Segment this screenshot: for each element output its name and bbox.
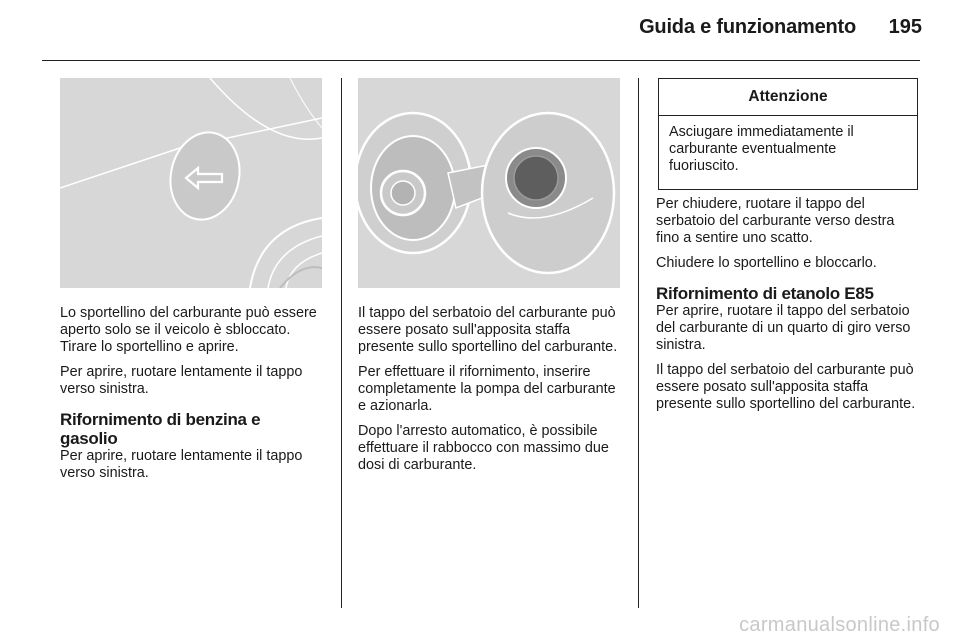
- fuel-flap-figure: [60, 78, 322, 288]
- paragraph: Il tappo del serbatoio del carburante può essere posato sull'apposita staffa presente sullo sportellino del carburante.: [358, 305, 618, 355]
- fuel-cap-figure: [358, 78, 620, 288]
- column-divider-1: [341, 78, 342, 608]
- paragraph: Per aprire, ruotare lentamente il tappo verso sinistra.: [60, 364, 303, 397]
- warning-box: [658, 78, 918, 190]
- fuel-flap-arrow-illustration: [60, 78, 322, 288]
- header-rule: [42, 60, 920, 61]
- column-divider-2: [638, 78, 639, 608]
- watermark-text: carmanualsonline.info: [739, 614, 940, 636]
- paragraph: Chiudere lo sportellino e bloccarlo.: [656, 255, 877, 271]
- page-section-title: Guida e funzionamento: [639, 16, 856, 38]
- column-2-text: [358, 305, 620, 482]
- section-heading: Rifornimento di etanolo E85: [656, 284, 874, 303]
- column-1-text: [60, 305, 322, 490]
- page-number: 195: [888, 16, 922, 38]
- paragraph: Per aprire, ruotare lentamente il tappo verso sinistra.: [60, 448, 303, 481]
- paragraph: Per aprire, ruotare il tappo del serbatoio del carburante di un quarto di giro verso sinistra.: [656, 303, 911, 353]
- paragraph: Per chiudere, ruotare il tappo del serbatoio del carburante verso destra fino a sentire uno scatto.: [656, 196, 895, 246]
- section-heading: Rifornimento di benzina e gasolio: [60, 410, 261, 448]
- paragraph: Per effettuare il rifornimento, inserire completamente la pompa del carburante e azionarla.: [358, 364, 616, 414]
- column-3-text: [656, 196, 918, 421]
- fuel-cap-illustration: [358, 78, 620, 288]
- warning-title: Attenzione: [659, 79, 917, 116]
- warning-text: Asciugare immediatamente il carburante eventualmente fuoriuscito.: [669, 124, 854, 174]
- paragraph: Lo sportellino del carburante può essere aperto solo se il veicolo è sbloccato. Tirare lo sportellino e aprire.: [60, 305, 317, 355]
- paragraph: Dopo l'arresto automatico, è possibile effettuare il rabbocco con massimo due dosi di carburante.: [358, 423, 609, 473]
- paragraph: Il tappo del serbatoio del carburante può essere posato sull'apposita staffa presente sullo sportellino del carburante.: [656, 362, 916, 412]
